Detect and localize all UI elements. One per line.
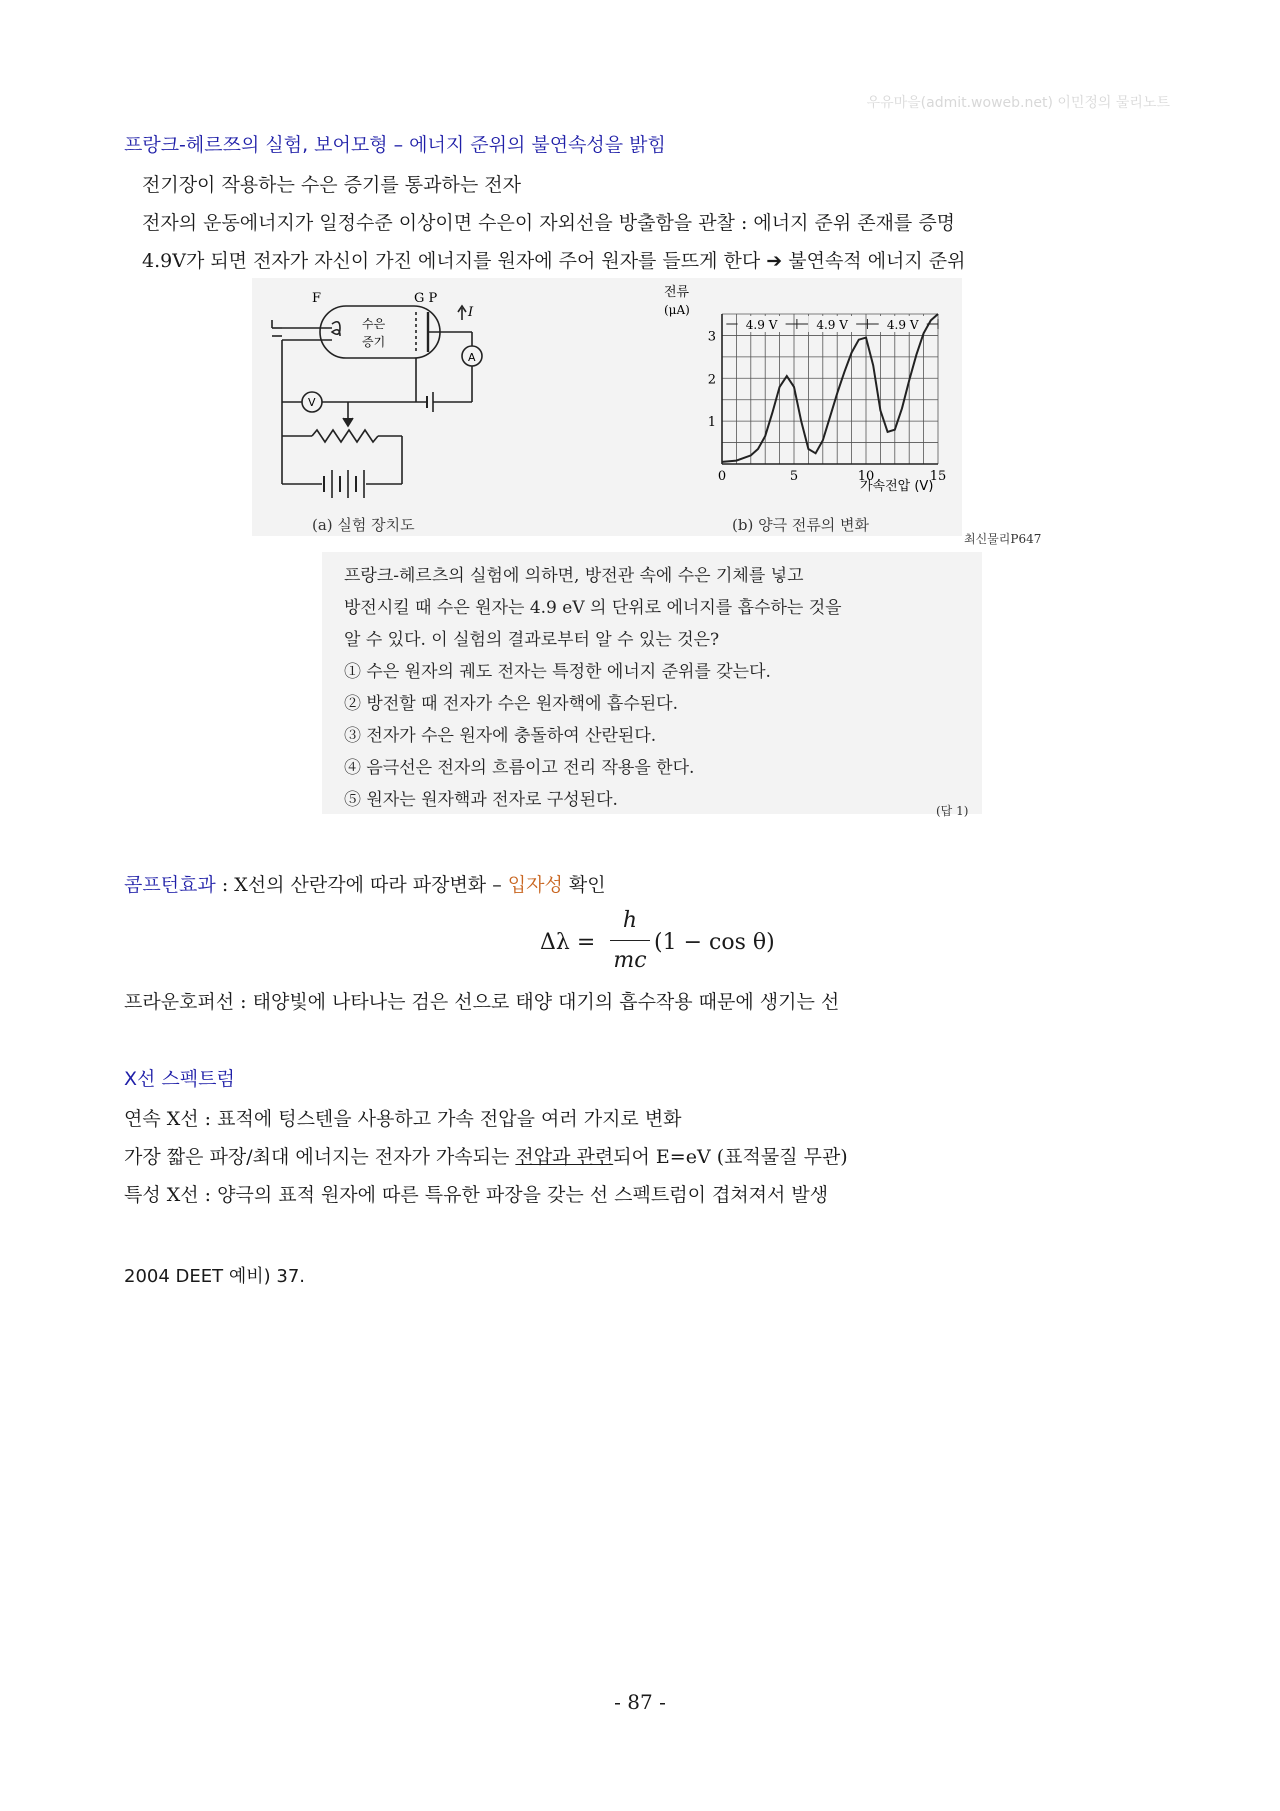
x-tick-label: 10 bbox=[857, 469, 875, 484]
watermark: 우유마을(admit.woweb.net) 이민정의 물리노트 bbox=[866, 95, 1170, 111]
label-a: A bbox=[468, 351, 476, 364]
section-title-franck-hertz: 프랑크-헤르쯔의 실험, 보어모형 – 에너지 준위의 불연속성을 밝힘 bbox=[124, 134, 666, 156]
formula-lhs: Δλ = bbox=[540, 930, 596, 955]
interval-label: 4.9 V bbox=[745, 318, 778, 332]
body-line-1: 전기장이 작용하는 수은 증기를 통과하는 전자 bbox=[142, 174, 521, 196]
problem-text bbox=[344, 560, 842, 816]
problem-option: ③ 전자가 수은 원자에 충돌하여 산란된다. bbox=[344, 726, 657, 746]
filament-coil bbox=[332, 322, 340, 336]
label-v: V bbox=[308, 396, 316, 409]
xray-line-2-b: 되어 E=eV (표적물질 무관) bbox=[613, 1146, 848, 1168]
label-gp: G P bbox=[414, 291, 438, 306]
xray-line-2-underline: 전압과 관련 bbox=[515, 1146, 614, 1168]
chart-grid bbox=[722, 314, 938, 464]
xray-line-2-a: 가장 짧은 파장/최대 에너지는 전자가 가속되는 bbox=[124, 1146, 516, 1168]
x-tick-label: 15 bbox=[929, 469, 947, 484]
anode-current-chart bbox=[660, 282, 960, 502]
body-line-2: 전자의 운동에너지가 일정수준 이상이면 수은이 자외선을 방출함을 관찰 : 에너지 준위 존재를 증명 bbox=[142, 212, 956, 234]
tube-shape bbox=[320, 306, 440, 358]
interval-label: 4.9 V bbox=[886, 318, 919, 332]
problem-line: 프랑크-헤르츠의 실험에 의하면, 방전관 속에 수은 기체를 넣고 bbox=[344, 566, 804, 586]
chart-ylabel-2: (μA) bbox=[664, 303, 690, 317]
figure-source: 최신물리P647 bbox=[964, 532, 1042, 546]
caption-b: (b) 양극 전류의 변화 bbox=[732, 516, 870, 534]
problem-option: ⑤ 원자는 원자핵과 전자로 구성된다. bbox=[344, 790, 618, 810]
compton-text-after: 확인 bbox=[562, 874, 606, 896]
x-tick-label: 0 bbox=[717, 469, 727, 484]
tube-text-2: 증기 bbox=[362, 335, 386, 349]
compton-label: 콤프턴효과 bbox=[124, 874, 216, 896]
tube-text-1: 수은 bbox=[362, 317, 386, 331]
problem-option: ④ 음극선은 전자의 흐름이고 전리 작용을 한다. bbox=[344, 758, 695, 778]
compton-highlight: 입자성 bbox=[507, 874, 563, 896]
interval-label: 4.9 V bbox=[816, 318, 848, 332]
compton-text-before: : X선의 산란각에 따라 파장변화 – bbox=[215, 874, 508, 896]
xray-line-1: 연속 X선 : 표적에 텅스텐을 사용하고 가속 전압을 여러 가지로 변화 bbox=[124, 1108, 682, 1130]
problem-option: ② 방전할 때 전자가 수은 원자핵에 흡수된다. bbox=[344, 694, 679, 714]
xray-line-2 bbox=[124, 1142, 848, 1169]
chart-ylabel-1: 전류 bbox=[664, 285, 690, 300]
label-f: F bbox=[312, 291, 322, 306]
chart-xlabel: 가속전압 (V) bbox=[860, 479, 934, 494]
problem-option: ① 수은 원자의 궤도 전자는 특정한 에너지 준위를 갖는다. bbox=[344, 662, 771, 682]
problem-line: 방전시킬 때 수은 원자는 4.9 eV 의 단위로 에너지를 흡수하는 것을 bbox=[344, 598, 842, 618]
problem-line: 알 수 있다. 이 실험의 결과로부터 알 수 있는 것은? bbox=[344, 630, 720, 650]
formula-rhs: (1 − cos θ) bbox=[654, 930, 775, 955]
x-tick-label: 5 bbox=[789, 469, 799, 484]
y-tick-label: 3 bbox=[707, 329, 716, 345]
y-tick-label: 2 bbox=[707, 372, 716, 388]
caption-a: (a) 실험 장치도 bbox=[312, 516, 415, 534]
formula-numerator: h bbox=[622, 908, 638, 933]
fraunhofer-line: 프라운호퍼선 : 태양빛에 나타나는 검은 선으로 태양 대기의 흡수작용 때문에 생기는 선 bbox=[124, 991, 840, 1013]
chart-interval-labels bbox=[726, 316, 938, 332]
current-curve bbox=[722, 314, 938, 462]
chart-axes bbox=[722, 314, 938, 464]
chart-ticks bbox=[708, 329, 947, 484]
formula-denominator: mc bbox=[613, 948, 647, 973]
compton-line bbox=[124, 870, 606, 897]
exam-reference: 2004 DEET 예비) 37. bbox=[124, 1266, 305, 1287]
y-tick-label: 1 bbox=[707, 415, 716, 431]
problem-answer: (답 1) bbox=[936, 804, 969, 818]
fraction-bar bbox=[610, 940, 650, 941]
xray-line-3: 특성 X선 : 양극의 표적 원자에 따른 특유한 파장을 갖는 선 스펙트럼이 겹쳐져서 발생 bbox=[124, 1184, 829, 1206]
apparatus-diagram bbox=[252, 284, 542, 514]
page-number: - 87 - bbox=[614, 1690, 666, 1714]
label-i: I bbox=[468, 305, 474, 320]
section-title-xray: X선 스펙트럼 bbox=[124, 1068, 235, 1090]
body-line-3: 4.9V가 되면 전자가 자신이 가진 에너지를 원자에 주어 원자를 들뜨게 한다 ➔ 불연속적 에너지 준위 bbox=[142, 250, 966, 272]
